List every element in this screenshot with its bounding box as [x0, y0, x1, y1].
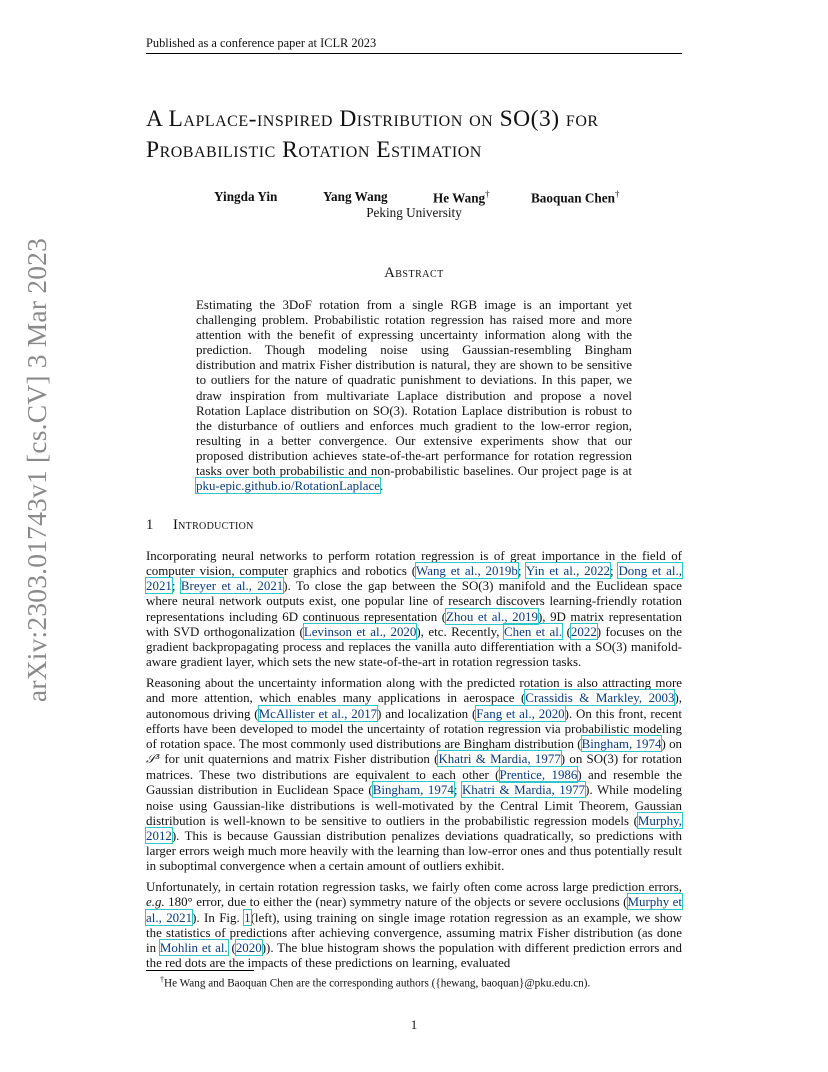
arxiv-stamp [21, 237, 52, 703]
section-number: 1 [146, 517, 154, 533]
author-2 [323, 189, 388, 205]
citation-link[interactable]: Yin et al., 2022 [525, 563, 611, 579]
text: ; [517, 563, 526, 579]
text: ), etc. Recently, [416, 623, 504, 639]
author-3 [433, 189, 490, 206]
paragraph-3 [146, 879, 682, 970]
citation-link[interactable]: Wang et al., 2019b [416, 563, 518, 579]
paragraph-2 [146, 675, 682, 873]
title-line-2: Probabilistic Rotation Estimation [146, 137, 482, 163]
text: ). To close the gap between the SO(3) manifold and the Euclidean space where neural network outputs exist, one popular line of research discovers learning-friendly rotation representations including 6D continuous representation ( [146, 578, 683, 624]
footnote-rule [146, 970, 254, 971]
citation-link[interactable]: Dong et al., 2021 [146, 563, 682, 594]
citation-link[interactable]: Prentice, 1986 [499, 767, 578, 783]
text: ( [227, 939, 236, 955]
paragraph-1 [146, 548, 682, 669]
citation-link[interactable]: 2020 [235, 939, 262, 955]
author-name: Yang Wang [323, 189, 388, 204]
citation-link[interactable]: Zhou et al., 2019 [446, 608, 538, 624]
citation-link[interactable]: Levinson et al., 2020 [303, 623, 417, 639]
author-1 [214, 189, 277, 205]
arxiv-stamp-text: arXiv:2303.01743v1 [cs.CV] 3 Mar 2023 [21, 237, 52, 703]
text: ) on SO(3) for rotation matrices. These two distributions are equivalent to each other ( [146, 751, 682, 783]
project-page-link[interactable]: pku-epic.github.io/RotationLaplace [196, 478, 380, 494]
text: for unit quaternions and matrix Fisher distribution ( [160, 751, 439, 767]
section-title: Introduction [173, 517, 254, 533]
footnote-text: He Wang and Baoquan Chen are the corresponding authors ({hewang, baoquan}@pku.edu.cn). [164, 977, 591, 990]
author-name: Baoquan Chen [531, 190, 615, 206]
running-header: Published as a conference paper at ICLR 2023 [146, 36, 377, 50]
citation-link[interactable]: Bingham, 1974 [581, 735, 662, 751]
citation-link[interactable]: 2022 [570, 623, 597, 639]
abstract-body [196, 297, 632, 493]
text: Unfortunately, in certain rotation regression tasks, we fairly often come across large prediction errors, [146, 879, 682, 895]
author-name: He Wang [433, 190, 486, 206]
footnote-mark: † [160, 975, 164, 984]
text: ). On this front, recent efforts have been developed to model the uncertainty of rotation regression via probabilistic modeling of rotation space. The most commonly used distributions are Bingham distribution ( [146, 705, 682, 751]
text: ) and resemble the Gaussian distribution in Euclidean Space ( [146, 767, 682, 798]
text: ). While modeling noise using Gaussian-like distributions is well-motivated by the Central Limit Theorem, Gaussian distribution is well-known to be sensitive to outliers in the probabilistic regression models ( [146, 782, 682, 828]
section-heading [146, 517, 682, 534]
text: ; [610, 563, 619, 579]
text: ; [453, 782, 462, 798]
citation-link[interactable]: Chen et al. [503, 623, 563, 639]
title-line-1: A Laplace-inspired Distribution on SO(3) for [146, 106, 599, 132]
text: ), 9D matrix representation with SVD orthogonalization ( [146, 608, 682, 639]
emphasis: e.g. [146, 894, 165, 910]
text: Reasoning about the uncertainty information along with the predicted rotation is also attracting more and more attention, which enables many applications in aerospace ( [146, 675, 682, 706]
affiliation: Peking University [366, 205, 462, 220]
text: ) on [661, 735, 683, 751]
text: ). In Fig. [192, 909, 245, 925]
citation-link[interactable]: Breyer et al., 2021 [180, 578, 284, 594]
math-sphere: 𝒮³ [146, 752, 161, 767]
paper-title [146, 104, 706, 166]
citation-link[interactable]: Khatri & Mardia, 1977 [461, 782, 586, 798]
text: ). This is because Gaussian distribution penalizes deviations quadratically, so predictions with larger errors weigh much more heavily with the learning than low-error ones and thus potentially result in suboptimal convergence when a certain amount of outliers exhibit. [146, 827, 682, 874]
text: )). The blue histogram shows the population with different prediction errors and the red dots are the impacts of these predictions on learning, evaluated [146, 939, 682, 971]
citation-link[interactable]: Fang et al., 2020 [476, 705, 565, 721]
abstract-heading: Abstract [384, 265, 444, 281]
text: ), autonomous driving ( [146, 690, 682, 721]
abstract-text: Estimating the 3DoF rotation from a single RGB image is an important yet challenging problem. Probabilistic rotation regression has raised more and more attention with the benefit of expressing uncertainty information along with the prediction. Though modeling noise using Gaussian-resembling Bingham distribution and matrix Fisher distribution is natural, they are shown to be sensitive to outliers for the nature of quadratic punishment to deviations. In this paper, we draw inspiration from multivariate Laplace distribution and propose a novel Rotation Laplace distribution on SO(3). Rotation Laplace distribution is robust to the disturbance of outliers and enforces much gradient to the low-error region, resulting in a better convergence. Our extensive experiments show that our proposed distribution achieves state-of-the-art performance for rotation regression tasks over both probabilistic and non-probabilistic baselines. Our project page is at [196, 297, 632, 479]
footnote [160, 975, 680, 990]
text: ) and localization ( [377, 705, 477, 721]
citation-link[interactable]: Crassidis & Markley, 2003 [525, 690, 675, 706]
citation-link[interactable]: Murphy, 2012 [146, 812, 682, 843]
citation-link[interactable]: Khatri & Mardia, 1977 [438, 751, 561, 767]
text: ( [562, 623, 571, 639]
page-number: 1 [410, 1017, 418, 1032]
author-mark: † [614, 189, 620, 199]
citation-link[interactable]: McAllister et al., 2017 [258, 705, 378, 721]
text: Incorporating neural networks to perform rotation regression is of great importance in the field of computer vision, computer graphics and robotics ( [146, 548, 682, 579]
text: 180° error, due to either the (near) symmetry nature of the objects or severe occlusions ( [164, 894, 628, 910]
header-rule [146, 53, 682, 54]
citation-link[interactable]: Mohlin et al. [159, 939, 228, 955]
author-4 [531, 189, 619, 206]
abstract-end: . [379, 478, 384, 494]
author-name: Yingda Yin [214, 189, 278, 204]
text: (left), using training on single image rotation regression as an example, we show the statistics of predictions after achieving convergence, assuming matrix Fisher distribution (as done in [146, 909, 682, 955]
citation-link[interactable]: Murphy et al., 2021 [146, 894, 682, 925]
citation-link[interactable]: Bingham, 1974 [372, 782, 454, 798]
text: ) focuses on the gradient backpropagating process and replaces the vanilla auto differentiation with a SO(3) manifold-aware gradient layer, which sets the new state-of-the-art in rotation regression tasks. [146, 623, 683, 670]
section-body [146, 548, 682, 976]
text: ; [171, 578, 181, 594]
author-mark: † [485, 189, 490, 199]
figure-link[interactable]: 1 [244, 909, 251, 925]
